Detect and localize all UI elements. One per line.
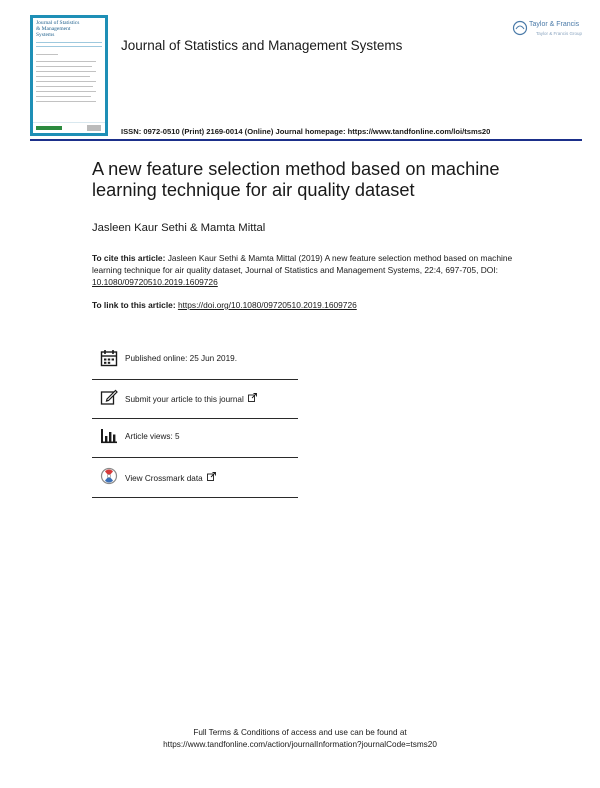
journal-title: Journal of Statistics and Management Systems [121, 38, 403, 53]
citation-text: Jasleen Kaur Sethi & Mamta Mittal (2019) A new feature selection method based on machine learning technique for air quality dataset, Journal of Statistics and Management Systems, 22:4, 697-705, DOI: [92, 253, 513, 275]
footer-terms-text: Full Terms & Conditions of access and use can be found at [193, 728, 407, 737]
doi-link[interactable]: 10.1080/09720510.2019.1609726 [92, 277, 218, 287]
link-label: To link to this article: [92, 300, 178, 310]
cover-title: Journal of Statistics & Management Systems [36, 20, 80, 38]
journal-cover-image [30, 15, 108, 136]
edit-icon [100, 388, 118, 406]
published-online-label: Published online: 25 Jun 2019. [125, 354, 237, 363]
journal-homepage-link[interactable]: https://www.tandfonline.com/loi/tsms20 [347, 127, 491, 136]
header-divider [30, 139, 582, 141]
published-online-row [100, 349, 298, 371]
publisher-logo-subtext: Taylor & Francis Group [536, 31, 583, 36]
info-divider [92, 457, 298, 458]
submit-article-link[interactable] [125, 393, 257, 404]
article-link-line [92, 300, 357, 310]
publisher-logo-text: Taylor & Francis [529, 21, 580, 28]
info-divider [92, 418, 298, 419]
bar-chart-icon [100, 427, 118, 445]
submit-article-row[interactable] [100, 388, 298, 410]
issn-line [121, 127, 490, 136]
crossmark-label: View Crossmark data [125, 474, 203, 483]
taylor-francis-icon [512, 20, 528, 36]
article-title: A new feature selection method based on machine learning technique for air quality dataset [92, 159, 500, 200]
info-divider [92, 497, 298, 498]
citation-block [92, 252, 532, 288]
external-link-icon [207, 472, 216, 481]
calendar-icon [100, 349, 118, 367]
article-views-label: Article views: 5 [125, 432, 180, 441]
publisher-logo [512, 19, 583, 41]
external-link-icon [248, 393, 257, 402]
article-views-row [100, 427, 298, 449]
info-divider [92, 379, 298, 380]
footer [0, 727, 600, 751]
crossmark-link[interactable] [125, 472, 216, 483]
citation-label: To cite this article: [92, 253, 166, 263]
crossmark-row[interactable] [100, 467, 298, 489]
submit-article-label: Submit your article to this journal [125, 395, 244, 404]
crossmark-icon [100, 467, 118, 485]
article-authors: Jasleen Kaur Sethi & Mamta Mittal [92, 222, 266, 234]
issn-text: ISSN: 0972-0510 (Print) 2169-0014 (Online) Journal homepage: [121, 127, 348, 136]
article-doi-url[interactable]: https://doi.org/10.1080/09720510.2019.1609726 [177, 300, 357, 310]
footer-terms-link[interactable]: https://www.tandfonline.com/action/journalInformation?journalCode=tsms20 [163, 740, 437, 749]
